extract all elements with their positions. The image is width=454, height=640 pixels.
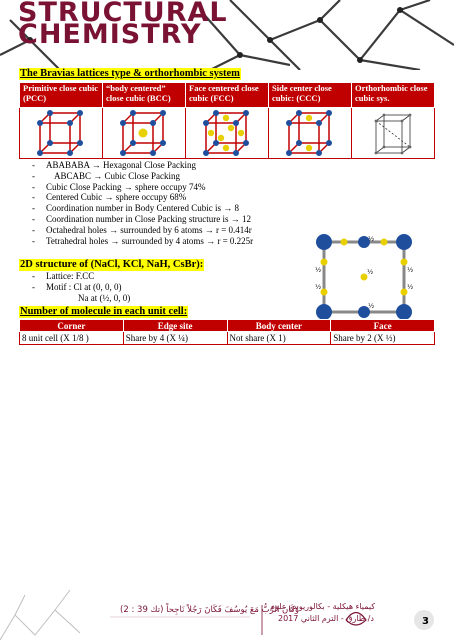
count-body-value: Not share (X 1) <box>227 332 331 345</box>
nacl-section-title: 2D structure of (NaCl, KCl, NaH, CsBr): <box>20 259 204 270</box>
count-edge-value: Share by 4 (X ¼) <box>123 332 227 345</box>
fraction-label: ½ <box>368 302 375 310</box>
page-number: 3 <box>422 616 429 627</box>
lattice-header-bcc: “body centered” close cubic (BCC) <box>103 83 186 108</box>
count-header-body: Body center <box>227 320 331 332</box>
molecule-count-title: Number of molecule in each unit cell: <box>20 306 188 317</box>
count-face-value: Share by 2 (X ½) <box>331 332 435 345</box>
orthorhombic-diagram <box>364 109 422 157</box>
footer-verse: وَكَانَ الرَّبُّ مَعَ يُوسُفَ فَكَانَ رَجُلاً نَاجِحاً (تك 39 : 2) <box>120 605 300 615</box>
fact-item: - Octahedral holes → surrounded by 6 atoms → r = 0.414r <box>32 225 332 236</box>
orthorhombic-cell <box>352 108 435 159</box>
count-header-edge: Edge site <box>123 320 227 332</box>
fact-item: - Tetrahedral holes → surrounded by 4 atoms → r = 0.225r <box>32 236 332 247</box>
bravais-section-title: The Bravias lattices type & orthorhombic system <box>20 68 240 79</box>
page-title <box>18 0 228 50</box>
fraction-label: ½ <box>407 266 414 274</box>
lattice-header-pcc: Primitive close cubic (PCC) <box>20 83 103 108</box>
ccc-cube-diagram <box>281 109 339 157</box>
motif-item: - Motif : Cl at (0, 0, 0) <box>32 282 122 293</box>
title-line-2: CHEMISTRY <box>18 19 202 50</box>
fact-item: - Cubic Close Packing → sphere occupy 74% <box>32 182 332 193</box>
fraction-label: ½ <box>367 268 374 276</box>
fact-item: - ABCABC → Cubic Close Packing <box>32 171 332 182</box>
lattice-header-fcc: Face centered close cubic (FCC) <box>186 83 269 108</box>
lattice-item: - Lattice: F.CC <box>32 271 122 282</box>
count-value-row <box>20 332 435 345</box>
fact-item: - Coordination number in Close Packing structure is → 12 <box>32 214 332 225</box>
packing-facts-list <box>32 160 332 246</box>
na-position-text: Na at (½, 0, 0) <box>78 293 131 303</box>
title-line-1: STRUCTURAL <box>18 0 228 28</box>
fact-item: - ABABABA → Hexagonal Close Packing <box>32 160 332 171</box>
fraction-label: ½ <box>407 283 414 291</box>
fcc-cube-diagram <box>198 109 256 157</box>
lattice-header-row <box>20 83 435 108</box>
count-header-row <box>20 320 435 332</box>
count-header-corner: Corner <box>20 320 124 332</box>
bravais-lattice-table <box>19 82 435 159</box>
lattice-header-orthorhombic: Orthorhombic close cubic sys. <box>352 83 435 108</box>
fraction-label: ½ <box>315 266 322 274</box>
bcc-cell <box>103 108 186 159</box>
ccc-cell <box>269 108 352 159</box>
molecule-count-table <box>19 319 435 345</box>
count-corner-value: 8 unit cell (X 1/8 ) <box>20 332 124 345</box>
footer-course: كيمياء هيكلية - بكالوريوس علوم <box>270 602 376 611</box>
bcc-cube-diagram <box>115 109 173 157</box>
nacl-2d-unit-cell-diagram <box>312 232 416 320</box>
fact-item: - Coordination number in Body Centered Cubic is → 8 <box>32 203 332 214</box>
fact-item: - Centered Cubic → sphere occupy 68% <box>32 192 332 203</box>
lattice-image-row <box>20 108 435 159</box>
fraction-label: ½ <box>315 283 322 291</box>
pcc-cube-diagram <box>32 109 90 157</box>
pcc-cell <box>20 108 103 159</box>
lattice-header-ccc: Side center close cubic: (CCC) <box>269 83 352 108</box>
footer-author: د/ طارق - الترم الثاني 2017 <box>278 614 374 623</box>
nacl-structure-list <box>32 271 122 293</box>
count-header-face: Face <box>331 320 435 332</box>
fcc-cell <box>186 108 269 159</box>
fraction-label: ½ <box>368 235 375 243</box>
